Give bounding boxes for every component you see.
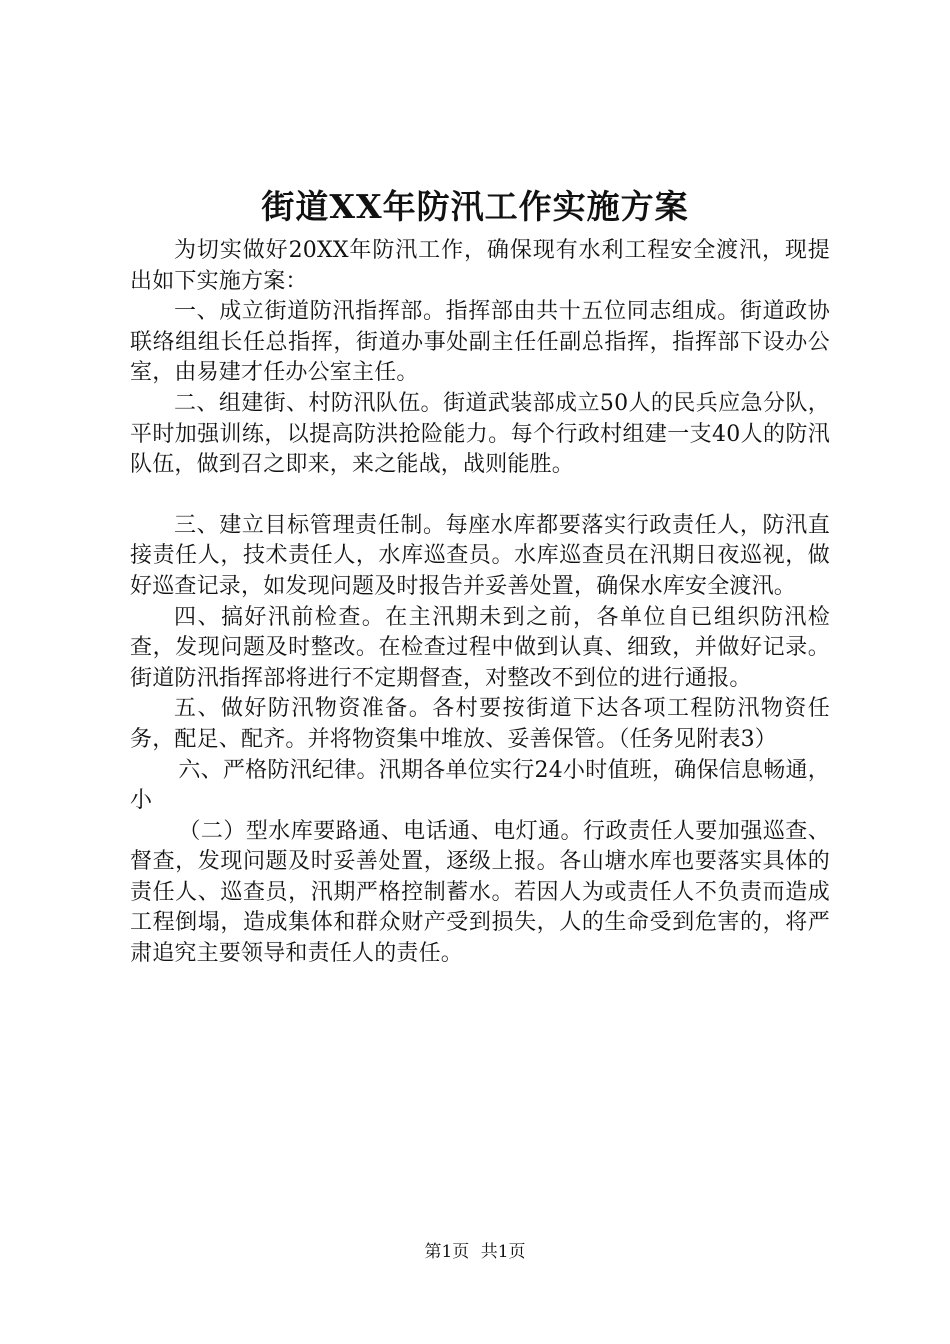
paragraph-section-2: 二、组建街、村防汛队伍。街道武装部成立50人的民兵应急分队，平时加强训练，以提高防洪抢险能力。每个行政村组建一支40人的防汛队伍，做到召之即来，来之能战，战则能胜。 [130,390,830,478]
paragraph-section-1: 一、成立街道防汛指挥部。指挥部由共十五位同志组成。街道政协联络组组长任总指挥，街道办事处副主任任副总指挥，指挥部下设办公室，由易建才任办公室主任。 [130,299,830,386]
document-title: 街道XX年防汛工作实施方案 [261,187,689,226]
paragraph-section-5: 五、做好防汛物资准备。各村要按街道下达各项工程防汛物资任务，配足、配齐。并将物资集中堆放、妥善保管。（任务见附表3） [130,696,830,752]
paragraph-section-6-continued: （二）型水库要路通、电话通、电灯通。行政责任人要加强巡查、督查，发现问题及时妥善处置，逐级上报。各山塘水库也要落实具体的责任人、巡查员，汛期严格控制蓄水。若因人为或责任人不负责而造成工程倒塌，造成集体和群众财产受到损失，人的生命受到危害的，将严肃追究主要领导和责任人的责任。 [130,818,830,967]
paragraph-section-4: 四、搞好汛前检查。在主汛期未到之前，各单位自已组织防汛检查，发现问题及时整改。在检查过程中做到认真、细致，并做好记录。街道防汛指挥部将进行不定期督查，对整改不到位的进行通报。 [130,604,830,691]
paragraph-section-6: 六、严格防汛纪律。汛期各单位实行24小时值班，确保信息畅通，小 [130,757,830,814]
document-body [130,236,830,970]
page-number-footer: 第1页 共1页 [424,1242,526,1262]
paragraph-section-3: 三、建立目标管理责任制。每座水库都要落实行政责任人，防汛直接责任人，技术责任人，水库巡查员。水库巡查员在汛期日夜巡视，做好巡查记录，如发现问题及时报告并妥善处置，确保水库安全渡汛。 [130,512,830,599]
paragraph-intro: 为切实做好20XX年防汛工作，确保现有水利工程安全渡汛，现提出如下实施方案： [130,238,830,294]
